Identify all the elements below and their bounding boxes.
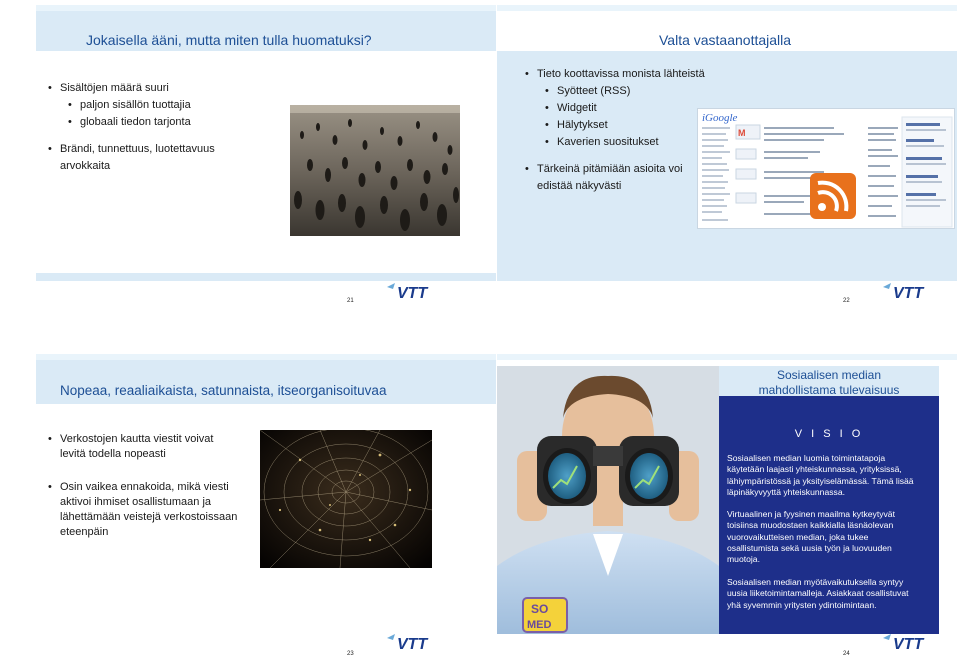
paragraph-line: uusia liiketoimintamalleja. Asiakkaat osallistuvat [727,588,909,599]
spiderweb-image [260,430,432,568]
sticker-text-line1: SO [531,602,549,616]
vtt-logo-text: VTT [397,636,428,652]
footer-band [36,273,496,281]
bullet-item-continued: levitä todella nopeasti [60,448,166,460]
slide-title: Nopeaa, reaaliaikaista, satunnaista, itseorganisoituvaa [60,383,387,398]
vtt-logo-text: VTT [893,636,924,652]
slide-21 [36,5,496,317]
paragraph-line: Sosiaalisen median luomia toimintatapoja [727,453,886,463]
paragraph-line: Sosiaalisen median myötävaikutuksella syntyy [727,577,904,587]
bullet-item: • Kaverien suositukset [525,134,735,151]
slide-title-line2: mahdollistama tulevaisuus [758,382,900,397]
bullet-item: • Tärkeinä pitämiään asioita voi [525,161,735,178]
igoogle-label: iGoogle [702,112,738,124]
paragraph-line: Virtuaalinen ja fyysinen maailma kytkeytyvät [727,509,895,519]
visio-paragraph-3 [727,577,935,611]
paragraph-line: osallistumista sekä uusia työn ja luovuuden [727,542,892,553]
svg-text:M: M [738,128,746,138]
bullet-list [48,80,248,175]
binoculars-photo [497,366,719,634]
visio-heading: V I S I O [794,428,864,440]
slide-title: Jokaisella ääni, mutta miten tulla huomatuksi? [86,32,372,48]
paragraph-line: yhä syvemmin yritysten ydintoimintaan. [727,599,877,610]
footer-band [36,624,496,632]
vtt-logo-text: VTT [893,285,924,301]
slide-title [719,366,939,396]
slide-24 [497,354,957,666]
vtt-logo [881,632,935,652]
visio-paragraph-1 [727,453,935,498]
vtt-logo-text: VTT [397,285,428,301]
visio-panel [719,396,939,634]
vtt-logo [385,632,439,652]
bullet-item: • paljon sisällön tuottajia [48,97,248,114]
bullet-item-continued: lähettämään veistejä verkostoissaan [60,511,238,523]
paragraph-line: läpinäkyvyyttä yhteiskunnassa. [727,486,845,497]
crowd-image [290,105,460,236]
bullet-item: • Syötteet (RSS) [525,83,735,100]
paragraph-line: lähiympäristössä ja yksityiselämässä. Tämä lisää [727,475,914,486]
paragraph-line: käytetään laajasti yhteiskunnassa, yrityksissä, [727,464,902,475]
paragraph-line: vuorovaikutteisen median, joka tukee [727,531,869,542]
page-number: 24 [843,651,850,657]
bullet-list [48,432,253,540]
page-number: 23 [347,651,354,657]
bullet-item: • globaali tiedon tarjonta [48,114,248,131]
paragraph-line: muotoja. [727,554,760,565]
visio-paragraph-2 [727,509,935,565]
bullet-item: • Verkostojen kautta viestit voivat [48,432,253,447]
bullet-item: • Tieto koottavissa monista lähteistä [525,66,735,83]
bullet-item-continued: arvokkaita [60,160,111,172]
bullet-item-continued: eteenpäin [60,526,109,538]
bullet-item: • Hälytykset [525,117,735,134]
bullet-item: • Brändi, tunnettuus, luotettavuus [48,141,248,158]
slide-22 [497,5,957,317]
spiderweb-photo [260,430,432,568]
slide-title: Valta vastaanottajalla [659,32,792,48]
vtt-logo [385,281,439,301]
slide-title-line1: Sosiaalisen median [776,368,882,382]
igoogle-image [698,109,955,229]
sticker-text-line2: MED [527,619,552,631]
bullet-item-continued: aktivoi ihmiset osallistumaan ja [60,496,212,508]
slide-23 [36,354,496,666]
binoculars-image [497,366,719,634]
bullet-item: • Widgetit [525,100,735,117]
top-bar [497,354,957,360]
crowd-photo [290,105,460,236]
bullet-item-continued: edistää näkyvästi [537,180,622,192]
bullet-item: • Sisältöjen määrä suuri [48,80,248,97]
paragraph-line: toisiinsa muodostaen kaikkialla läsnäolevan [727,520,894,531]
footer-band [497,273,957,281]
page-number: 22 [843,298,850,304]
igoogle-screenshot [697,108,955,229]
page-number: 21 [347,298,354,304]
vtt-logo [881,281,935,301]
bullet-item: • Osin vaikea ennakoida, mikä viesti [48,480,253,495]
